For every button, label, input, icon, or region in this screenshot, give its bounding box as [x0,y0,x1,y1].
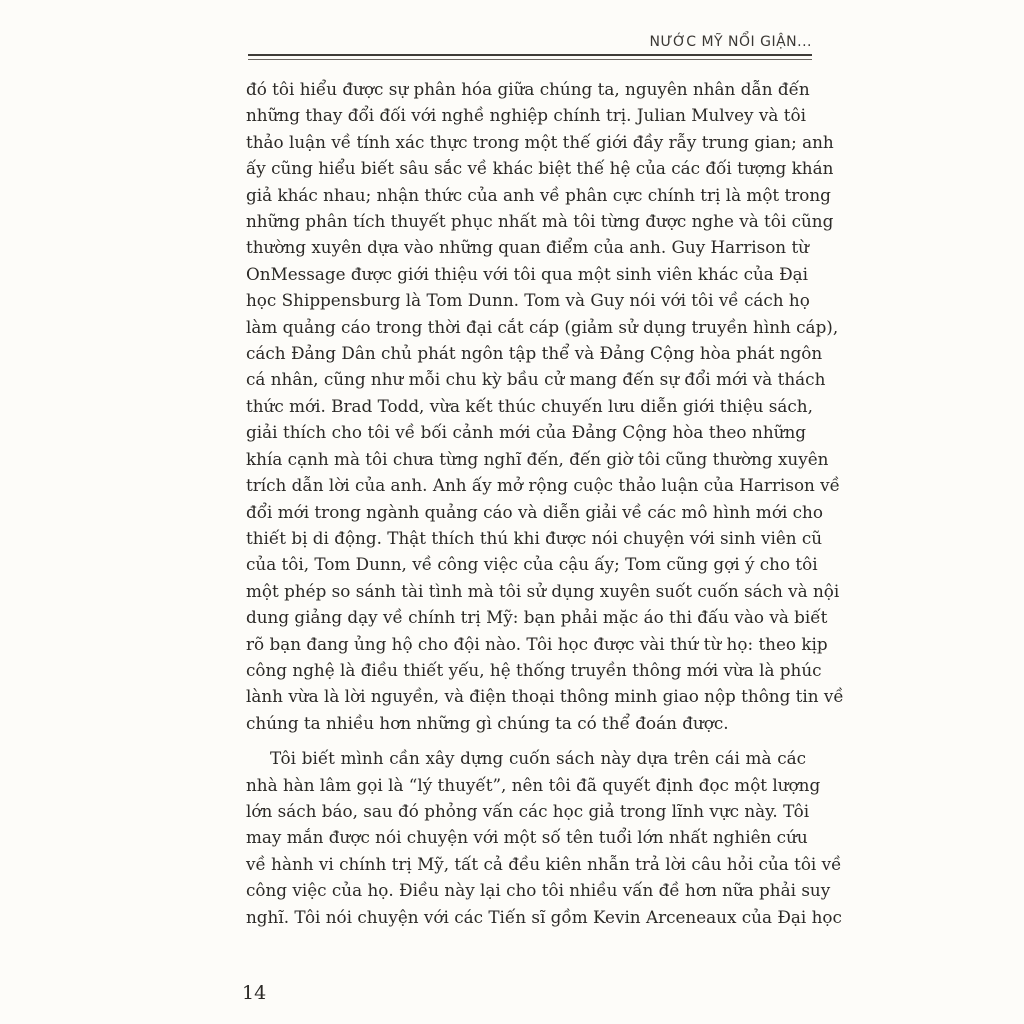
text-line: làm quảng cáo trong thời đại cắt cáp (giảm sử dụng truyền hình cáp), [246,316,839,337]
text-line: dung giảng dạy về chính trị Mỹ: bạn phải mặc áo thi đấu vào và biết [246,607,828,628]
text-line: ấy cũng hiểu biết sâu sắc về khác biệt thế hệ của các đối tượng khán [246,158,834,179]
text-line: công nghệ là điều thiết yếu, hệ thống truyền thông mới vừa là phúc [246,659,822,680]
text-line: lớn sách báo, sau đó phỏng vấn các học giả trong lĩnh vực này. Tôi [246,800,810,821]
text-line: Tôi biết mình cần xây dựng cuốn sách này dựa trên cái mà các [270,748,806,769]
text-line: thức mới. Brad Todd, vừa kết thúc chuyến lưu diễn giới thiệu sách, [246,395,813,416]
text-line: OnMessage được giới thiệu với tôi qua một sinh viên khác của Đại [246,263,809,284]
body-text [246,76,844,930]
text-line: những thay đổi đối với nghề nghiệp chính trị. Julian Mulvey và tôi [246,105,806,126]
text-line: của tôi, Tom Dunn, về công việc của cậu ấy; Tom cũng gợi ý cho tôi [246,554,818,575]
text-line: thiết bị di động. Thật thích thú khi được nói chuyện với sinh viên cũ [246,527,823,548]
header-rule [248,54,812,56]
paragraph-gap [246,736,806,745]
text-line: đó tôi hiểu được sự phân hóa giữa chúng ta, nguyên nhân dẫn đến [246,79,810,99]
text-line: chúng ta nhiều hơn những gì chúng ta có thể đoán được. [246,712,729,733]
text-line: đổi mới trong ngành quảng cáo và diễn giải về các mô hình mới cho [246,501,823,522]
text-line: giải thích cho tôi về bối cảnh mới của Đảng Cộng hòa theo những [246,422,806,443]
text-line: học Shippensburg là Tom Dunn. Tom và Guy nói với tôi về cách họ [246,290,810,311]
header-rule-thin [248,59,812,60]
text-line: giả khác nhau; nhận thức của anh về phân cực chính trị là một trong [246,184,831,205]
text-line: nhà hàn lâm gọi là “lý thuyết”, nên tôi đã quyết định đọc một lượng [246,774,821,795]
text-line: những phân tích thuyết phục nhất mà tôi từng được nghe và tôi cũng [246,211,834,232]
text-line: lành vừa là lời nguyền, và điện thoại thông minh giao nộp thông tin về [246,686,844,707]
text-line: khía cạnh mà tôi chưa từng nghĩ đến, đến giờ tôi cũng thường xuyên [246,448,829,469]
text-line: cá nhân, cũng như mỗi chu kỳ bầu cử mang đến sự đổi mới và thách [246,369,826,390]
text-line: thảo luận về tính xác thực trong một thế giới đầy rẫy trung gian; anh [246,131,834,152]
page-number: 14 [242,982,267,1004]
text-line: cách Đảng Dân chủ phát ngôn tập thể và Đảng Cộng hòa phát ngôn [246,343,823,364]
text-line: thường xuyên dựa vào những quan điểm của anh. Guy Harrison từ [246,237,809,258]
text-line: nghĩ. Tôi nói chuyện với các Tiến sĩ gồm Kevin Arceneaux của Đại học [246,906,842,927]
text-line: về hành vi chính trị Mỹ, tất cả đều kiên nhẫn trả lời câu hỏi của tôi về [246,853,842,874]
text-line: trích dẫn lời của anh. Anh ấy mở rộng cuộc thảo luận của Harrison về [246,475,840,496]
running-head-title: NƯỚC MỸ NỔI GIẬN... [649,34,812,50]
text-line: rõ bạn đang ủng hộ cho đội nào. Tôi học được vài thứ từ họ: theo kịp [246,633,828,654]
paragraph-1 [246,76,844,736]
text-line: may mắn được nói chuyện với một số tên tuổi lớn nhất nghiên cứu [246,827,808,848]
text-line: một phép so sánh tài tình mà tôi sử dụng xuyên suốt cuốn sách và nội [246,580,840,601]
paragraph-2 [246,745,842,930]
text-line: công việc của họ. Điều này lại cho tôi nhiều vấn đề hơn nữa phải suy [246,880,831,901]
